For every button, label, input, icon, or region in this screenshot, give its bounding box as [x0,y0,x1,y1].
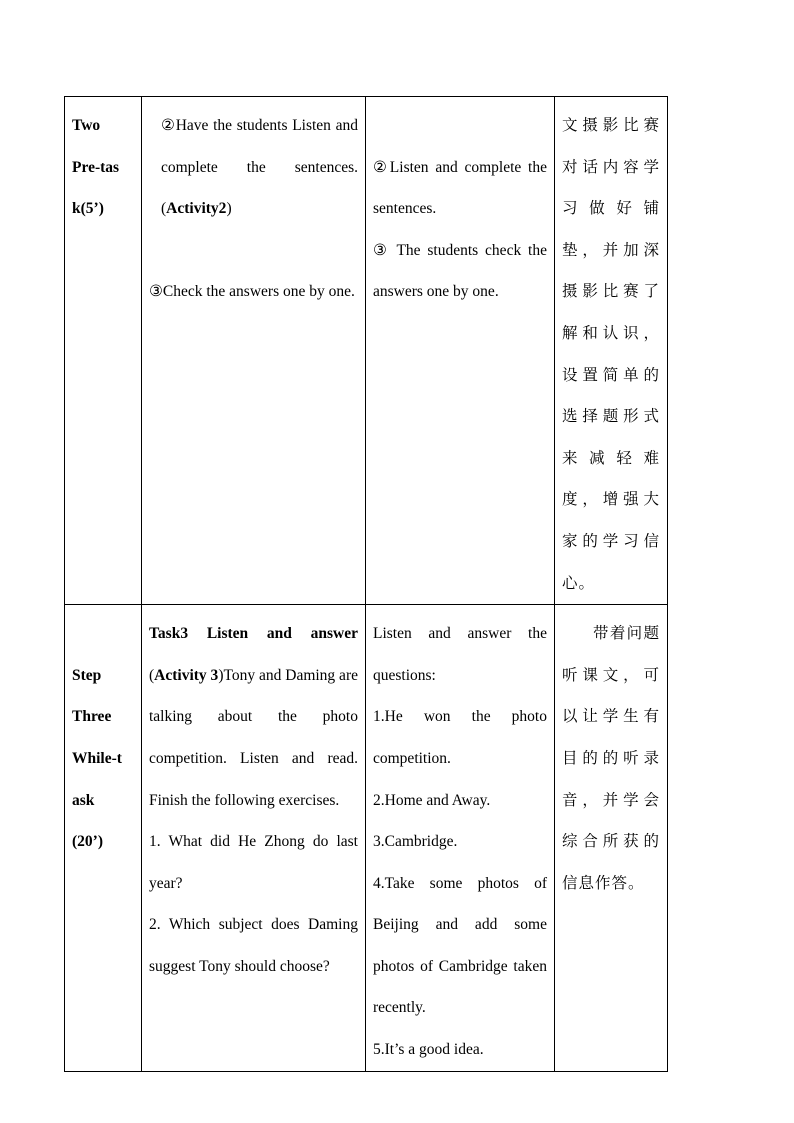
table-row [65,605,668,1072]
task-paragraph: Task3 Listen and answer (Activity 3)Tony and Daming are talking about the photo competition. Listen and read. Finish the following exercises. [149,625,358,809]
student-paragraph: ②Listen and complete the sentences. [373,158,547,218]
activity-label: Activity2 [166,200,227,218]
teacher-paragraph [149,105,358,230]
teacher-paragraph: ③Check the answers one by one. [149,283,355,301]
student-paragraph: ③ The students check the answers one by one. [373,241,547,301]
step-line: While-t [72,749,122,767]
teacher-text: ②Have the students Listen and complete the sentences.( [161,117,358,218]
teacher-text: )Tony and Daming are talking about the photo competition. Listen and read. Finish the following exercises. [149,666,358,809]
step-line: (20’) [72,833,103,851]
step-line: Two [72,117,101,134]
answer-item: 3.Cambridge. [373,833,458,851]
table-row [65,97,668,605]
question-item: 2. Which subject does Daming suggest Tony should choose? [149,916,358,975]
teacher-text: ) [226,200,232,218]
step-cell [65,605,142,1072]
teacher-activity-cell [142,97,366,605]
step-cell [65,97,142,605]
answer-item: 5.It’s a good idea. [373,1041,484,1059]
teacher-activity-cell [142,605,366,1072]
step-line: ask [72,791,95,809]
step-line: Step [72,666,102,684]
question-item: 1. What did He Zhong do last year? [149,833,358,892]
activity-label: Activity 3 [154,666,219,684]
purpose-cell: 带着问题听课文，可以让学生有目的的听录音，并学会综合所获的信息作答。 [555,605,668,1072]
student-paragraph: Listen and answer the questions: [373,625,547,684]
lesson-plan-table [64,96,668,1072]
step-line: k(5’) [72,200,104,218]
step-line: Pre-tas [72,158,120,176]
student-activity-cell [366,97,555,605]
student-activity-cell [366,605,555,1072]
task-title: Task3 Listen and answer [149,625,358,643]
answer-item: 2.Home and Away. [373,791,491,809]
step-line: Three [72,708,112,726]
answer-item: 4.Take some photos of Beijing and add some photos of Cambridge taken recently. [373,874,547,1017]
purpose-cell: 文摄影比赛对话内容学习做好铺垫，并加深摄影比赛了解和认识，设置简单的选择题形式来减轻难度，增强大家的学习信心。 [555,97,668,605]
answer-item: 1.He won the photo competition. [373,708,547,767]
